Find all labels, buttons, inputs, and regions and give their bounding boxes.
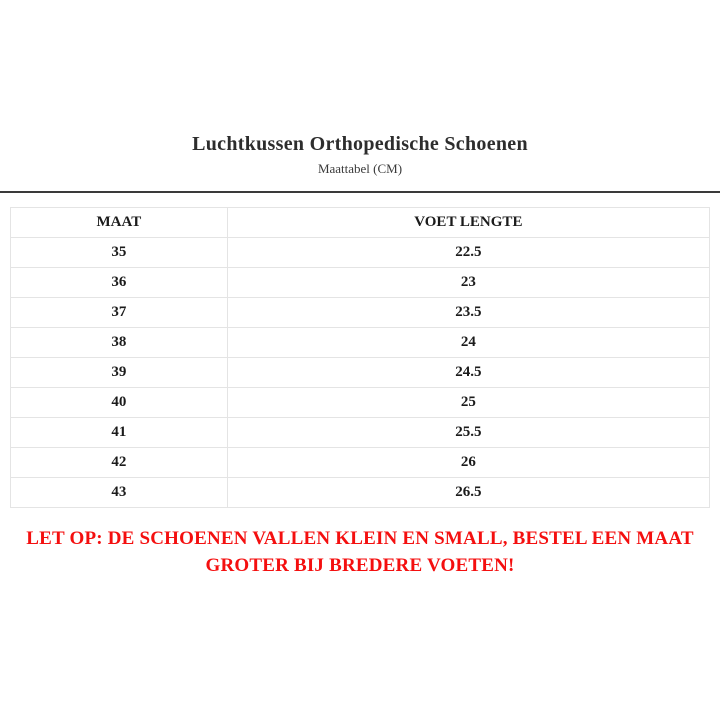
maat-cell: 38 <box>11 328 228 358</box>
maat-cell: 42 <box>11 448 228 478</box>
voet-lengte-cell: 23 <box>227 268 709 298</box>
warning-line-2: GROTER BIJ BREDERE VOETEN! <box>205 555 515 576</box>
table-row <box>11 298 710 328</box>
table-row <box>11 358 710 388</box>
table-row <box>11 268 710 298</box>
maat-cell: 41 <box>11 418 228 448</box>
voet-lengte-cell: 23.5 <box>227 298 709 328</box>
warning-line-1: LET OP: DE SCHOENEN VALLEN KLEIN EN SMALL, BESTEL EEN MAAT <box>26 528 694 549</box>
voet-lengte-cell: 25.5 <box>227 418 709 448</box>
table-row <box>11 388 710 418</box>
maat-cell: 40 <box>11 388 228 418</box>
maat-cell: 39 <box>11 358 228 388</box>
size-table <box>10 207 710 508</box>
voet-lengte-cell: 22.5 <box>227 238 709 268</box>
voet-lengte-cell: 25 <box>227 388 709 418</box>
column-header-maat: MAAT <box>11 208 228 238</box>
voet-lengte-cell: 26 <box>227 448 709 478</box>
table-header-row <box>11 208 710 238</box>
table-row <box>11 448 710 478</box>
page-title: Luchtkussen Orthopedische Schoenen <box>192 133 528 155</box>
table-row <box>11 478 710 508</box>
column-header-voet-lengte: VOET LENGTE <box>227 208 709 238</box>
maat-cell: 43 <box>11 478 228 508</box>
page-subtitle: Maattabel (CM) <box>317 161 403 176</box>
voet-lengte-cell: 26.5 <box>227 478 709 508</box>
table-row <box>11 418 710 448</box>
voet-lengte-cell: 24 <box>227 328 709 358</box>
table-row <box>11 328 710 358</box>
warning-text <box>0 525 720 579</box>
table-row <box>11 238 710 268</box>
maat-cell: 37 <box>11 298 228 328</box>
divider <box>0 191 720 193</box>
voet-lengte-cell: 24.5 <box>227 358 709 388</box>
maat-cell: 35 <box>11 238 228 268</box>
maat-cell: 36 <box>11 268 228 298</box>
